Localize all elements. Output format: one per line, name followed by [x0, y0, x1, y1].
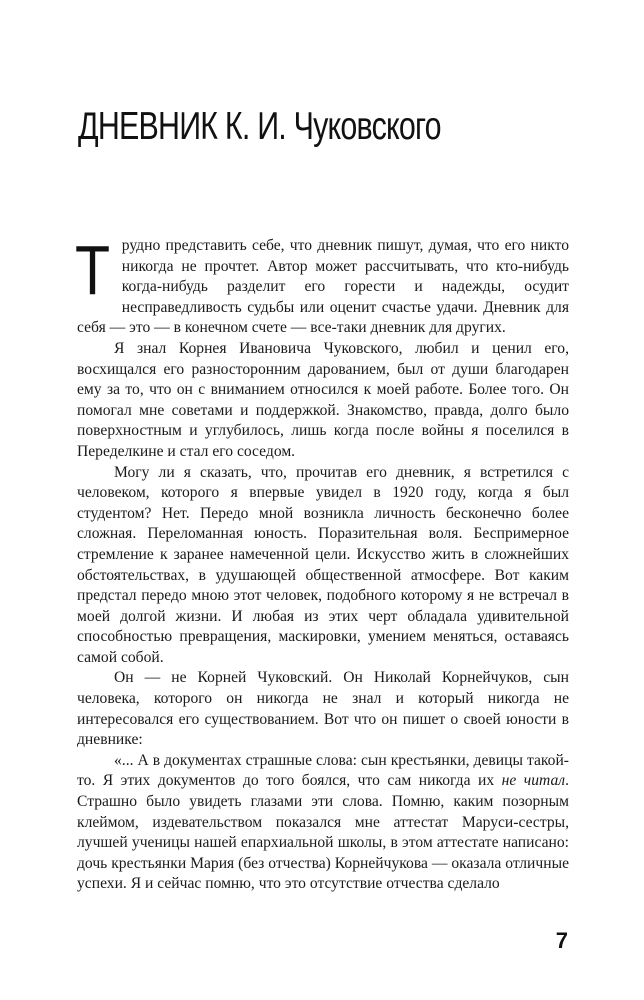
paragraph-4: Он — не Корней Чуковский. Он Николай Корнейчуков, сын человека, которого он никогда не знал и который никогда не интересовался его существованием. Вот что он пишет о своей юности в дневнике:: [77, 669, 569, 749]
drop-cap: Т: [75, 231, 111, 309]
body-text: [75, 231, 569, 895]
paragraph-1: [75, 231, 569, 339]
chapter-title: ДНЕВНИК К. И. Чуковского: [78, 105, 441, 148]
quote-text-start: «... А в документах страшные слова: сын крестьянки, девицы такой-то. Я этих документов до того боялся, что сам никогда их: [77, 751, 569, 790]
quote-text-end: . Страшно было увидеть глазами эти слова. Помню, каким позорным клеймом, издевательством показался мне аттестат Маруси-сестры, лучшей ученицы нашей епархиальной школы, в этом аттестате написано: дочь крестьянки Мария (без отчества) Корнейчукова — оказала отличные успехи. Я и сейчас помню, что это отсутствие отчества сделало: [77, 772, 569, 893]
paragraph-3: Могу ли я сказать, что, прочитав его дневник, я встретился с человеком, которого я впервые увидел в 1920 году, когда я был студентом? Нет. Передо мной возникла личность бесконечно более сложная. Переломанная юность. Поразительная воля. Беспримерное стремление к заранее намеченной цели. Искусство жить в сложнейших обстоятельствах, в удушающей общественной атмосфере. Вот каким предстал передо мною этот человек, подобного которому я не встречал в моей долгой жизни. И любая из этих черт обладала удивительной способностью превращения, маскировки, умением меняться, оставаясь самой собой.: [77, 463, 569, 666]
quote-italic: не читал: [501, 772, 566, 790]
paragraph-5: [77, 751, 569, 895]
paragraph-1-text: рудно представить себе, что дневник пишут, думая, что его никто никогда не прочтет. Автор может рассчитывать, что кто-нибудь когда-нибудь разделит его горести и надежды, осудит несправедливость судьбы или оценит счастье удачи. Дневник для себя — это — в конечном счете — все-таки дневник для других.: [77, 237, 569, 337]
paragraph-2: Я знал Корнея Ивановича Чуковского, любил и ценил его, восхищался его разносторонним дарованием, был от души благодарен ему за то, что он с вниманием относился к моей работе. Более того. Он помогал мне советами и поддержкой. Знакомство, правда, долго было поверхностным и углубилось, лишь когда после войны я поселился в Переделкине и стал его соседом.: [77, 339, 569, 460]
page-number: 7: [555, 928, 568, 953]
